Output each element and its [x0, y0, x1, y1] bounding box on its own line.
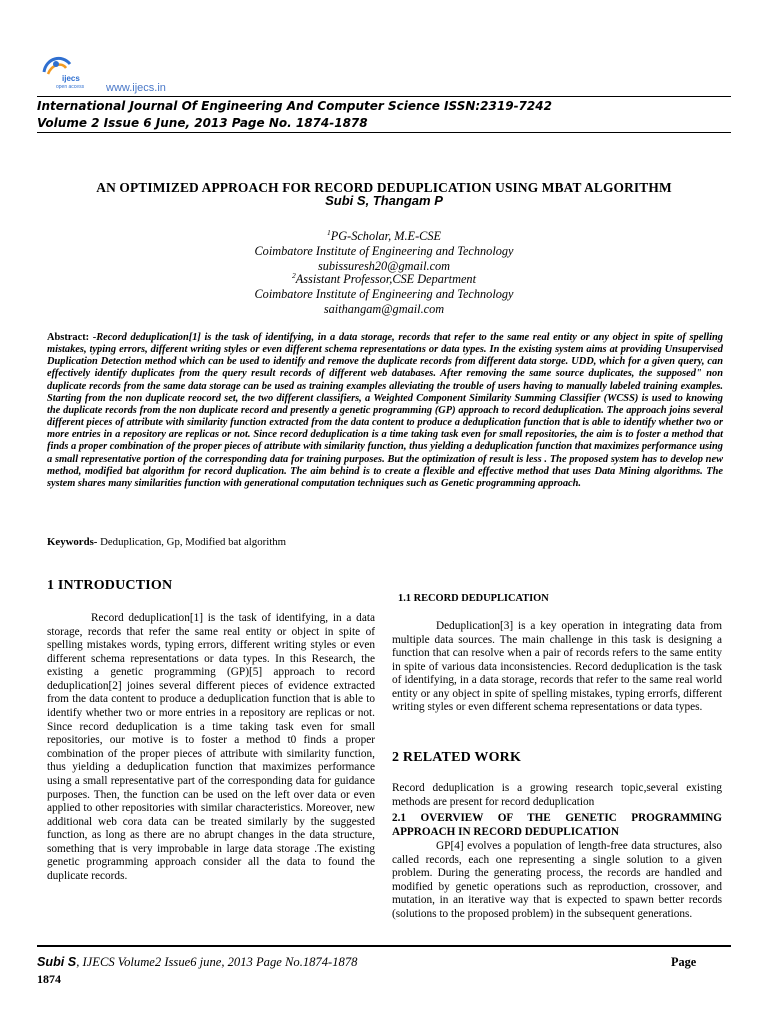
- affiliation-1-institute: Coimbatore Institute of Engineering and Technology: [254, 244, 514, 258]
- related-work-paragraph: Record deduplication is a growing research topic,several existing methods are present for record deduplication: [392, 782, 722, 808]
- keywords-text: Deduplication, Gp, Modified bat algorithm: [97, 536, 286, 548]
- subsection-heading-gp-overview: 2.1 OVERVIEW OF THE GENETIC PROGRAMMING APPROACH IN RECORD DEDUPLICATION: [392, 812, 722, 838]
- keywords-label: Keywords-: [47, 536, 98, 548]
- footer-divider: [37, 945, 731, 947]
- abstract: [47, 332, 723, 490]
- related-work-body: [392, 782, 722, 809]
- introduction-paragraph: Record deduplication[1] is the task of identifying, in a data storage, records that refer the same real entity or object in spite of spelling mistakes words, typing errors, different writing styles or even different schema representations or data types. In this Research, the existing a genetic programming (GP)[5] approach to record deduplication[2] joines several different pieces of evidence extracted from the data content to produce a deduplication function that is able to identify whether two or more entries in a repository are replicas or not. Since record deduplication is a time taking task even for small repositories, our motive is to foster a method t0 finds a proper combination of the proper pieces of attribute with similarity function, thus yielding a deduplication function that maximizes performance using a small representative part of the corresponding data for guidance purposes. Then, the function can be used on the left over data or even applied to other repositories with similar characteristics. Moreover, new additional web cora data can be treated similarly by the suggested function, as long as there are no abrupt changes in the data structure, something that is very improbable in large data storage .The existing genetic programming approach consider all the data to found the duplicate records.: [47, 612, 375, 882]
- section-heading-introduction: 1 INTRODUCTION: [47, 578, 173, 593]
- header-divider: [37, 96, 731, 97]
- paper-title: AN OPTIMIZED APPROACH FOR RECORD DEDUPLICATION USING MBAT ALGORITHM: [96, 180, 672, 195]
- footer-citation-text: , IJECS Volume2 Issue6 june, 2013 Page No.1874-1878: [76, 955, 358, 969]
- record-deduplication-paragraph: Deduplication[3] is a key operation in integrating data from multiple data sources. The main challenge in this task is designing a function that can resolve when a pair of records refers to the same entity in spite of various data inconsistencies. Record deduplication is the task of identifying, in a data storage, records that refer to the same real world entity or any object in spite of spelling mistakes, typing errorfs, different writing styles or even different schema representations or data types.: [392, 620, 722, 714]
- section-heading-related-work: 2 RELATED WORK: [392, 750, 522, 765]
- affiliation-2-email: saithangam@gmail.com: [323, 302, 445, 316]
- gp-overview-paragraph: GP[4] evolves a population of length-free data structures, also called records, each one representing a single solution to a given problem. During the generating process, the records are handled and modified by genetic operations such as reproduction, crossover, and mutation, in an iterative way that is expected to spawn better records (solutions to the proposed problem) in the subsequent generations.: [392, 840, 722, 920]
- footer-citation: [37, 955, 357, 970]
- journal-name: International Journal Of Engineering And Computer Science ISSN:2319-7242: [37, 99, 552, 113]
- abstract-label: Abstract: -: [47, 332, 97, 343]
- gp-overview-body: [392, 840, 722, 921]
- paper-authors: Subi S, Thangam P: [325, 193, 443, 208]
- footer-page-number: 1874: [37, 972, 61, 986]
- affiliation-2-role: $^2$Assistant Professor,CSE Department: [292, 271, 476, 287]
- record-deduplication-body: [392, 620, 722, 715]
- journal-volume: Volume 2 Issue 6 June, 2013 Page No. 1874-1878: [37, 116, 368, 130]
- affiliation-2-institute: Coimbatore Institute of Engineering and Technology: [254, 287, 514, 301]
- introduction-body: [47, 612, 375, 884]
- subsection-heading-record-deduplication: 1.1 RECORD DEDUPLICATION: [398, 593, 549, 604]
- footer-author: Subi S: [37, 955, 77, 969]
- website-link[interactable]: www.ijecs.in: [106, 82, 166, 94]
- logo-text: ijecs: [62, 74, 80, 83]
- logo-subtext: open access: [56, 84, 85, 90]
- header-divider-2: [37, 132, 731, 133]
- abstract-text: Record deduplication[1] is the task of identifying, in a data storage, records that refer to the same real entity or any object in spite of spelling mistakes, typing errors, different writing styles or even different schema representations or data types. In the existing system aims at providing Unsupervised Duplication Detection method which can be used to identify and remove the duplicate records from different data storge. UDD, which for a given query, can effectively identify duplicates from the query result records of different web databases. After removing the same source duplicates, the supposed" non duplicate records from the same data storage can be used as training examples alleviating the trouble of users having to manually labeled training examples. Starting from the non duplicate reocord set, the two different classifiers, a Weighted Component Similarity Summing Classifier (WCSS) is used to knowing the duplicate records from the non duplicate record and presently a genetic programming (GP) approach to record deduplication. The approach joins several different pieces of attribute with similarity function extracted from the data content to produce a deduplication function that is able to identify whether two or more entries in a repository are replicas or not. Since record deduplication is a time taking task even for small repositories, the aim is to foster a method that finds a proper combination of the proper pieces of attribute with similarity function, thus yielding a deduplication function that maximizes performance using a small representative portion of the corresponding data for training purposes. But the optimization of result is less . The proposed system has to develop new method, modified bat algorithm for record duplication. The aim behind is to create a flexible and effective method that uses Data Mining algorithms. The system shares many similarities function with generational computation techniques such as Genetic programming approach.: [47, 332, 723, 489]
- keywords: [47, 536, 286, 548]
- affiliation-1-role: $^1$PG-Scholar, M.E-CSE: [326, 228, 442, 244]
- affiliation-1-email: subissuresh20@gmail.com: [317, 259, 451, 273]
- footer-page-label: Page: [671, 955, 697, 969]
